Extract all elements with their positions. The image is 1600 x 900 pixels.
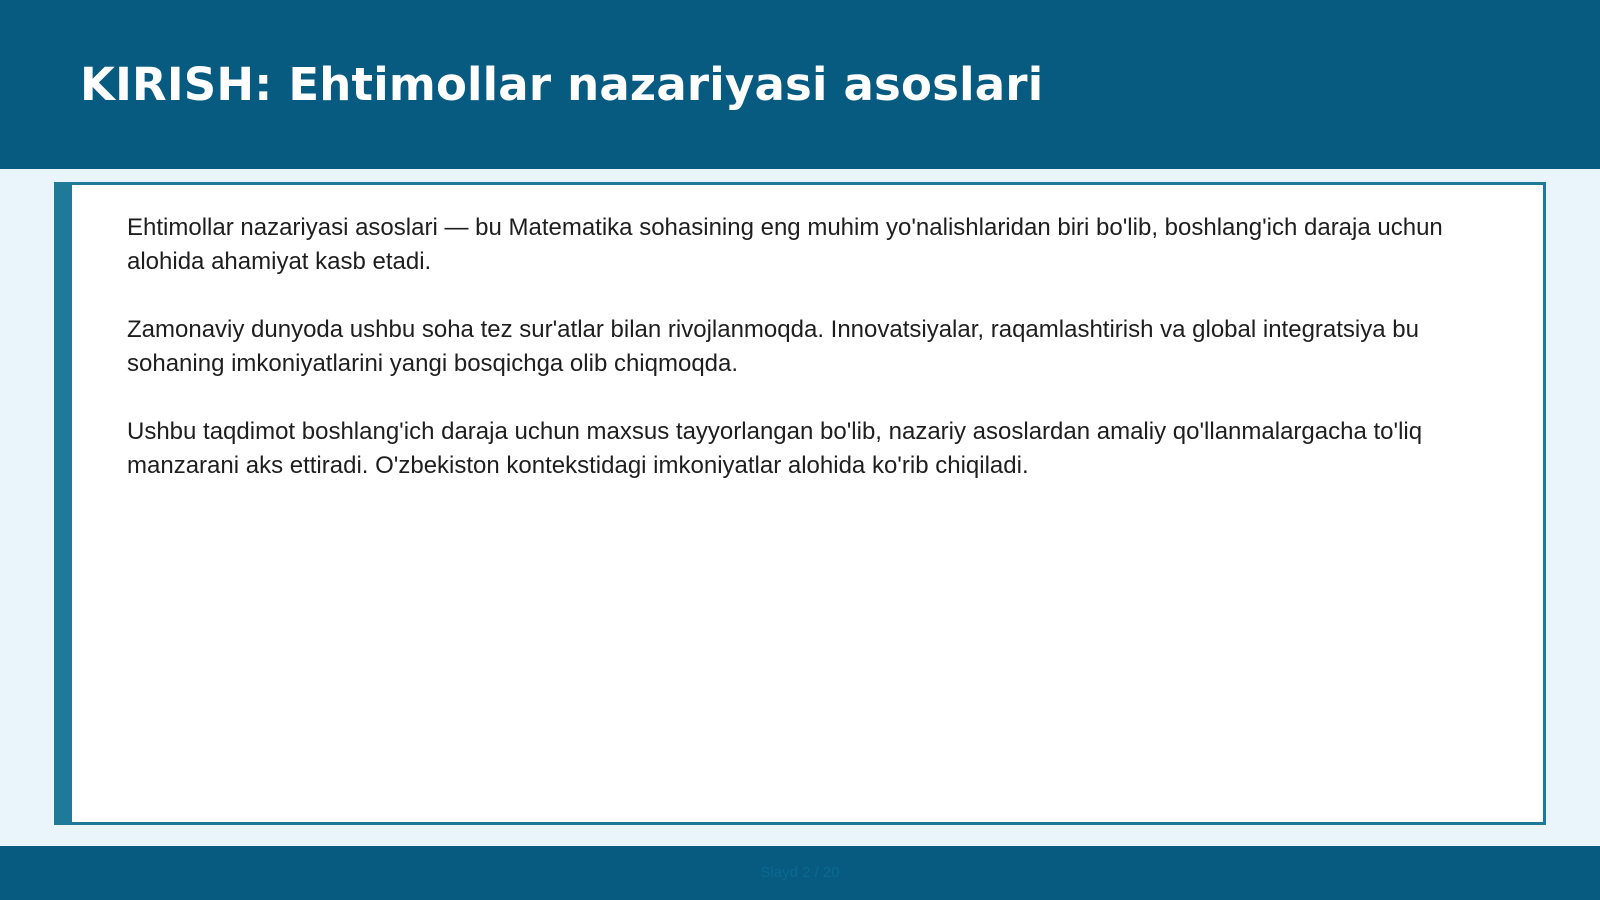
paragraph-3: Ushbu taqdimot boshlang'ich daraja uchun maxsus tayyorlangan bo'lib, nazariy asoslardan amaliy qo'llanmalargacha to'liq manzarani aks ettiradi. O'zbekiston kontekstidagi imkoniyatlar alohida ko'rib chiqiladi. [127,418,1423,479]
slide-number: Slayd 2 / 20 [760,864,840,881]
content-body [127,211,1507,517]
content-card [54,182,1546,825]
paragraph-1: Ehtimollar nazariyasi asoslari — bu Matematika sohasining eng muhim yo'nalishlaridan biri bo'lib, boshlang'ich daraja uchun alohida ahamiyat kasb etadi. [127,214,1443,275]
slide-header [0,0,1600,169]
slide-title: KIRISH: Ehtimollar nazariyasi asoslari [80,58,1044,111]
slide-footer [0,846,1600,900]
paragraph-2: Zamonaviy dunyoda ushbu soha tez sur'atlar bilan rivojlanmoqda. Innovatsiyalar, raqamlashtirish va global integratsiya bu sohaning imkoniyatlarini yangi bosqichga olib chiqmoqda. [127,316,1419,377]
